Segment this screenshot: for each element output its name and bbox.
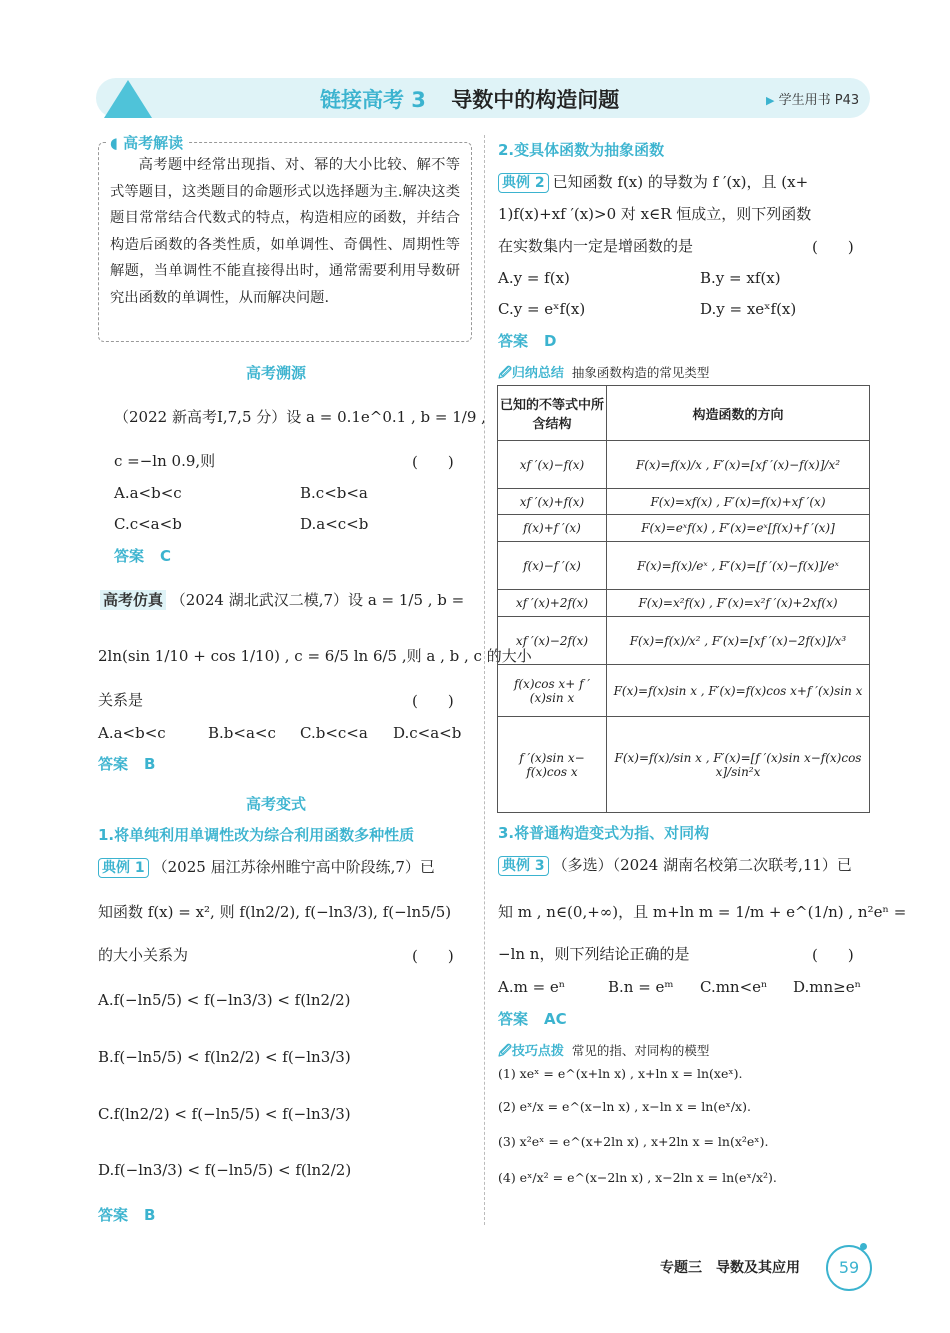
ex1-opt-a: A.f(−ln5/5) < f(−ln3/3) < f(ln2/2)	[98, 991, 351, 1009]
source-line1: （2022 新高考Ⅰ,7,5 分）设 a = 0.1e^0.1 , b = 1/9 ,	[114, 408, 486, 426]
answer-value: D	[544, 332, 557, 350]
intro-tag-text: 高考解读	[123, 134, 184, 152]
answer-bracket: ( )	[412, 947, 454, 965]
ex2-opt-b: B.y = xf(x)	[700, 269, 781, 287]
title-text: 导数中的构造问题	[451, 88, 620, 112]
ex3-opt-b: B.n = eᵐ	[608, 978, 674, 996]
ex3-opt-a: A.m = eⁿ	[498, 978, 566, 996]
ex1-tag: 典例 1	[98, 858, 149, 878]
tip-title: 常见的指、对同构的模型	[571, 1043, 710, 1058]
table-cell: xf ′(x)−f(x)	[498, 441, 607, 489]
tip-tag: 🖉技巧点拨	[498, 1044, 564, 1059]
ex2-line1	[498, 172, 808, 193]
answer-bracket: ( )	[812, 946, 854, 964]
book-ref	[766, 89, 859, 108]
table-cell: F(x)=f(x)/sin x , F′(x)=[f ′(x)sin x−f(x)cos x]/sin²x	[607, 717, 870, 813]
table-cell: xf ′(x)+f(x)	[498, 489, 607, 515]
tip-item: (4) eˣ/x² = e^(x−2ln x) , x−2ln x = ln(eˣ/x²).	[498, 1170, 777, 1185]
ex3-tag: 典例 3	[498, 856, 549, 876]
table-cell: f(x)cos x+ f ′(x)sin x	[498, 665, 607, 717]
answer-bracket: ( )	[412, 453, 454, 471]
answer-label: 答案	[498, 1010, 529, 1028]
table-header-row	[498, 386, 870, 441]
column-divider	[484, 135, 485, 1225]
book-ref-text: 学生用书 P43	[778, 93, 860, 108]
variant-heading: 高考变式	[246, 795, 307, 813]
summary-header	[498, 362, 709, 386]
table-row	[498, 515, 870, 542]
ex3-opt-d: D.mn≥eⁿ	[793, 978, 862, 996]
ex3-line1	[498, 855, 852, 876]
ex3-line2: 知 m , n∈(0,+∞)，且 m+ln m = 1/m + e^(1/n) , n²eⁿ =	[498, 903, 907, 921]
source-opt-c: C.c<a<b	[114, 515, 182, 533]
ex1-answer	[98, 1204, 155, 1225]
sim-line3: 关系是	[98, 691, 144, 709]
table-cell: xf ′(x)−2f(x)	[498, 617, 607, 665]
variant-sub1: 1.将单纯利用单调性改为综合利用函数多种性质	[98, 826, 415, 844]
sim-opt-a: A.a<b<c	[98, 724, 166, 742]
ex2-line1-text: 已知函数 f(x) 的导数为 f ′(x)，且 (x+	[552, 173, 809, 191]
answer-bracket: ( )	[412, 692, 454, 710]
summary-tag-text: 归纳总结	[511, 366, 564, 381]
ex2-opt-c: C.y = eˣf(x)	[498, 300, 586, 318]
ex3-line3: −ln n，则下列结论正确的是	[498, 945, 690, 963]
source-heading: 高考溯源	[246, 364, 307, 382]
ex3-answer	[498, 1008, 567, 1029]
table-row	[498, 590, 870, 617]
table-cell: f(x)−f ′(x)	[498, 542, 607, 590]
source-answer	[114, 545, 171, 566]
table-cell: F(x)=f(x)sin x , F′(x)=f(x)cos x+f ′(x)sin x	[607, 665, 870, 717]
answer-label: 答案	[498, 332, 529, 350]
ex2-opt-d: D.y = xeˣf(x)	[700, 300, 797, 318]
table-cell: F(x)=xf(x) , F′(x)=f(x)+xf ′(x)	[607, 489, 870, 515]
sim-opt-c: C.b<c<a	[300, 724, 368, 742]
ex2-line3: 在实数集内一定是增函数的是	[498, 237, 694, 255]
page-dot-icon	[860, 1243, 867, 1250]
ex1-line2: 知函数 f(x) = x², 则 f(ln2/2), f(−ln3/3), f(−ln5/5)	[98, 903, 452, 921]
ex1-opt-d: D.f(−ln3/3) < f(−ln5/5) < f(ln2/2)	[98, 1161, 352, 1179]
sim-line1	[100, 590, 464, 610]
table-cell: F(x)=f(x)/x , F′(x)=[xf ′(x)−f(x)]/x²	[607, 441, 870, 489]
source-opt-b: B.c<b<a	[300, 484, 368, 502]
ex1-line3: 的大小关系为	[98, 946, 189, 964]
intro-text: 高考题中经常出现指、对、幂的大小比较、解不等式等题目，这类题目的命题形式以选择题为主.解决这类题目常常结合代数式的特点，构造相应的函数，并结合构造后函数的各类性质，如单调性、奇偶性、周期性等解题，当单调性不能直接得出时，通常需要利用导数研究出函数的单调性，从而解决问题.	[110, 157, 460, 306]
answer-value: AC	[544, 1010, 567, 1028]
ex2-opt-a: A.y = f(x)	[498, 269, 570, 287]
right-sub2: 2.变具体函数为抽象函数	[498, 141, 665, 159]
sim-line2: 2ln(sin 1/10 + cos 1/10) , c = 6/5 ln 6/5 ,则 a , b , c 的大小	[98, 647, 532, 665]
table-cell: f ′(x)sin x− f(x)cos x	[498, 717, 607, 813]
tip-item: (1) xeˣ = e^(x+ln x) , x+ln x = ln(xeˣ).	[498, 1066, 743, 1081]
table-cell: F(x)=f(x)/eˣ , F′(x)=[f ′(x)−f(x)]/eˣ	[607, 542, 870, 590]
tip-tag-text: 技巧点拨	[511, 1044, 564, 1059]
table-header-cell: 构造函数的方向	[607, 386, 870, 441]
source-line2: c =−ln 0.9,则	[114, 452, 216, 470]
sim-line1-text: （2024 湖北武汉二模,7）设 a = 1/5 , b =	[170, 591, 465, 609]
answer-value: C	[160, 547, 172, 565]
table-cell: F(x)=f(x)/x² , F′(x)=[xf ′(x)−2f(x)]/x³	[607, 617, 870, 665]
ex1-line1	[98, 857, 435, 878]
right-sub3: 3.将普通构造变式为指、对同构	[498, 824, 710, 842]
page-number: 59	[826, 1245, 872, 1291]
table-cell: xf ′(x)+2f(x)	[498, 590, 607, 617]
footer-topic: 专题三 导数及其应用	[660, 1260, 800, 1276]
arrow-icon: ▶	[766, 94, 775, 107]
tip-item: (2) eˣ/x = e^(x−ln x) , x−ln x = ln(eˣ/x).	[498, 1099, 751, 1114]
source-opt-a: A.a<b<c	[114, 484, 182, 502]
header-triangle-icon	[104, 80, 152, 118]
ex2-answer	[498, 330, 556, 351]
answer-bracket: ( )	[812, 238, 854, 256]
answer-value: B	[144, 755, 156, 773]
tip-item: (3) x²eˣ = e^(x+2ln x) , x+2ln x = ln(x²eˣ).	[498, 1134, 769, 1149]
series-label: 链接高考 3	[320, 88, 426, 112]
table-header-cell: 已知的不等式中所含结构	[498, 386, 607, 441]
answer-label: 答案	[98, 755, 129, 773]
sim-answer	[98, 753, 155, 774]
summary-tag: 🖉归纳总结	[498, 366, 564, 381]
table-cell: f(x)+f ′(x)	[498, 515, 607, 542]
summary-title: 抽象函数构造的常见类型	[571, 365, 710, 380]
intro-tag: ◖ 高考解读	[106, 132, 187, 153]
table-row	[498, 542, 870, 590]
tip-header	[498, 1040, 709, 1064]
ex1-opt-c: C.f(ln2/2) < f(−ln5/5) < f(−ln3/3)	[98, 1105, 351, 1123]
source-opt-d: D.a<c<b	[300, 515, 369, 533]
ex3-opt-c: C.mn<eⁿ	[700, 978, 768, 996]
answer-label: 答案	[98, 1206, 129, 1224]
table-cell: F(x)=x²f(x) , F′(x)=x²f ′(x)+2xf(x)	[607, 590, 870, 617]
table-row	[498, 441, 870, 489]
page-title	[320, 84, 619, 114]
construction-table	[497, 385, 870, 813]
table-row	[498, 489, 870, 515]
sim-opt-b: B.b<a<c	[208, 724, 276, 742]
ex1-opt-b: B.f(−ln5/5) < f(ln2/2) < f(−ln3/3)	[98, 1048, 351, 1066]
table-cell: F(x)=eˣf(x) , F′(x)=eˣ[f(x)+f ′(x)]	[607, 515, 870, 542]
answer-label: 答案	[114, 547, 145, 565]
table-row	[498, 665, 870, 717]
table-row	[498, 617, 870, 665]
ex2-tag: 典例 2	[498, 173, 549, 193]
answer-value: B	[144, 1206, 156, 1224]
table-row	[498, 717, 870, 813]
sim-opt-d: D.c<a<b	[393, 724, 462, 742]
ex3-line1-text: （多选）（2024 湖南名校第二次联考,11）已	[552, 856, 852, 874]
ex1-line1-text: （2025 届江苏徐州睢宁高中阶段练,7）已	[152, 858, 435, 876]
sim-tag: 高考仿真	[100, 590, 166, 610]
ex2-line2: 1)f(x)+xf ′(x)>0 对 x∈R 恒成立，则下列函数	[498, 205, 812, 223]
